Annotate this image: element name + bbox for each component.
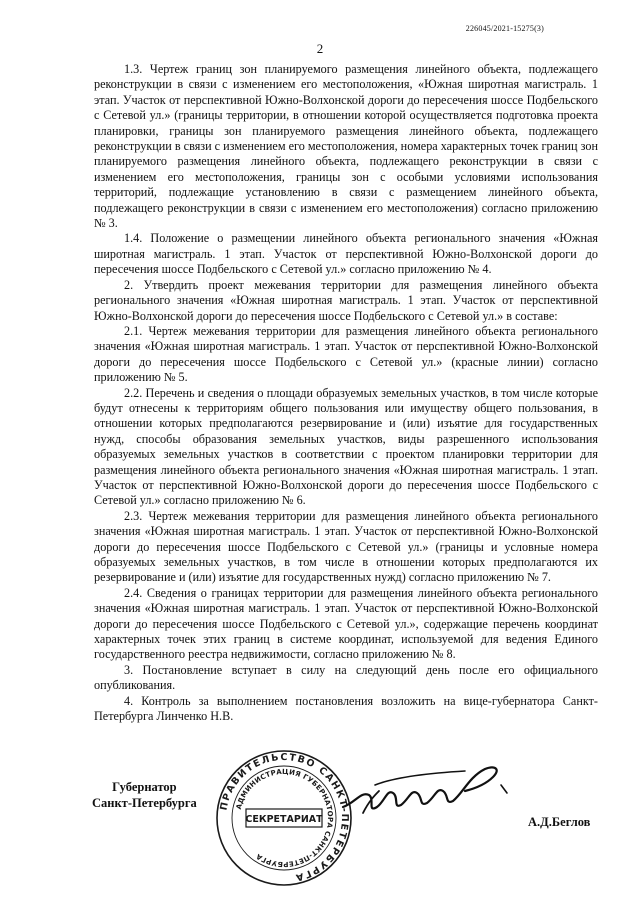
paragraph-1-3: 1.3. Чертеж границ зон планируемого размещения линейного объекта, подлежащего реконструкции в связи с изменением его местоположения, «Южная широтная магистраль. 1 этап. Участок от перспективной Южно-Волхонской дороги до пересечения шоссе Подбельского с Сетевой ул.» (границы территории, в отношении которой осуществляется подготовка проекта планировки, границы зон планируемого размещения линейного объекта, подлежащего реконструкции в связи с изменением его местоположения, номера характерных точек границ зон планируемого размещения линейного объекта, подлежащего реконструкции в связи с изменением его местоположения, границы зон с особыми условиями использования территорий, подлежащие установлению в связи с размещением линейного объекта, подлежащего реконструкции в связи с изменением его местоположения) согласно приложению № 3. (94, 62, 598, 231)
paragraph-3: 3. Постановление вступает в силу на следующий день после его официального опубликования. (94, 662, 598, 693)
handwritten-signature (335, 755, 515, 825)
paragraph-2-4: 2.4. Сведения о границах территории для размещения линейного объекта регионального значения «Южная широтная магистраль. 1 этап. Участок от перспективной Южно-Волхонской дороги до пересечения шоссе Подбельского с Сетевой ул.», содержащие перечень координат характерных точек этих границ в системе координат, используемой для ведения Единого государственного реестра недвижимости, согласно приложению № 8. (94, 585, 598, 662)
paragraph-1-4: 1.4. Положение о размещении линейного объекта регионального значения «Южная широтная магистраль. 1 этап. Участок от перспективной Южно-Волхонской дороги до пересечения шоссе Подбельского с Сетевой ул.» согласно приложению № 4. (94, 231, 598, 277)
stamp-outer-text: ПРАВИТЕЛЬСТВО САНКТ-ПЕТЕРБУРГА (218, 751, 351, 884)
signatory-title-line2: Санкт-Петербурга (92, 796, 197, 810)
paragraph-2-3: 2.3. Чертеж межевания территории для размещения линейного объекта регионального значения «Южная широтная магистраль. 1 этап. Участок от перспективной Южно-Волхонской дороги до пересечения шоссе Подбельского с Сетевой ул.» (границы и условные номера образуемых земельных участков, в том числе в отношении которых предполагаются их резервирование и (или) изъятие для государственных нужд) согласно приложению № 7. (94, 508, 598, 585)
document-body (94, 62, 598, 724)
page-number: 2 (316, 41, 324, 56)
document-number: 226045/2021-15275(3) (465, 24, 544, 33)
signatory-title-line1: Губернатор (112, 780, 177, 794)
paragraph-2: 2. Утвердить проект межевания территории для размещения линейного объекта регионального значения «Южная широтная магистраль. 1 этап. Участок от перспективной Южно-Волхонской дороги до пересечения шоссе Подбельского с Сетевой ул.» в составе: (94, 277, 598, 323)
stamp-center-text: СЕКРЕТАРИАТ (245, 814, 323, 825)
paragraph-2-1: 2.1. Чертеж межевания территории для размещения линейного объекта регионального значения «Южная широтная магистраль. 1 этап. Участок от перспективной Южно-Волхонской дороги до пересечения шоссе Подбельского с Сетевой ул.» (красные линии) согласно приложению № 5. (94, 323, 598, 385)
paragraph-2-2: 2.2. Перечень и сведения о площади образуемых земельных участков, в том числе которые будут отнесены к территориям общего пользования или имуществу общего пользования, в отношении которых предполагаются резервирование и (или) изъятие для государственных нужд, способы образования земельных участков, виды разрешенного использования образуемых земельных участков в соответствии с проектом планировки территории для размещения линейного объекта регионального значения «Южная широтная магистраль. 1 этап. Участок от перспективной Южно-Волхонской дороги до пересечения шоссе Подбельского с Сетевой ул.» согласно приложению № 6. (94, 385, 598, 508)
signatory-name: А.Д.Беглов (528, 815, 591, 829)
paragraph-4: 4. Контроль за выполнением постановления возложить на вице-губернатора Санкт-Петербурга Линченко Н.В. (94, 693, 598, 724)
signatory-title (92, 779, 197, 811)
stamp-inner-text: АДМИНИСТРАЦИЯ ГУБЕРНАТОРА САНКТ-ПЕТЕРБУРГА (234, 767, 335, 869)
official-stamp (214, 748, 354, 888)
